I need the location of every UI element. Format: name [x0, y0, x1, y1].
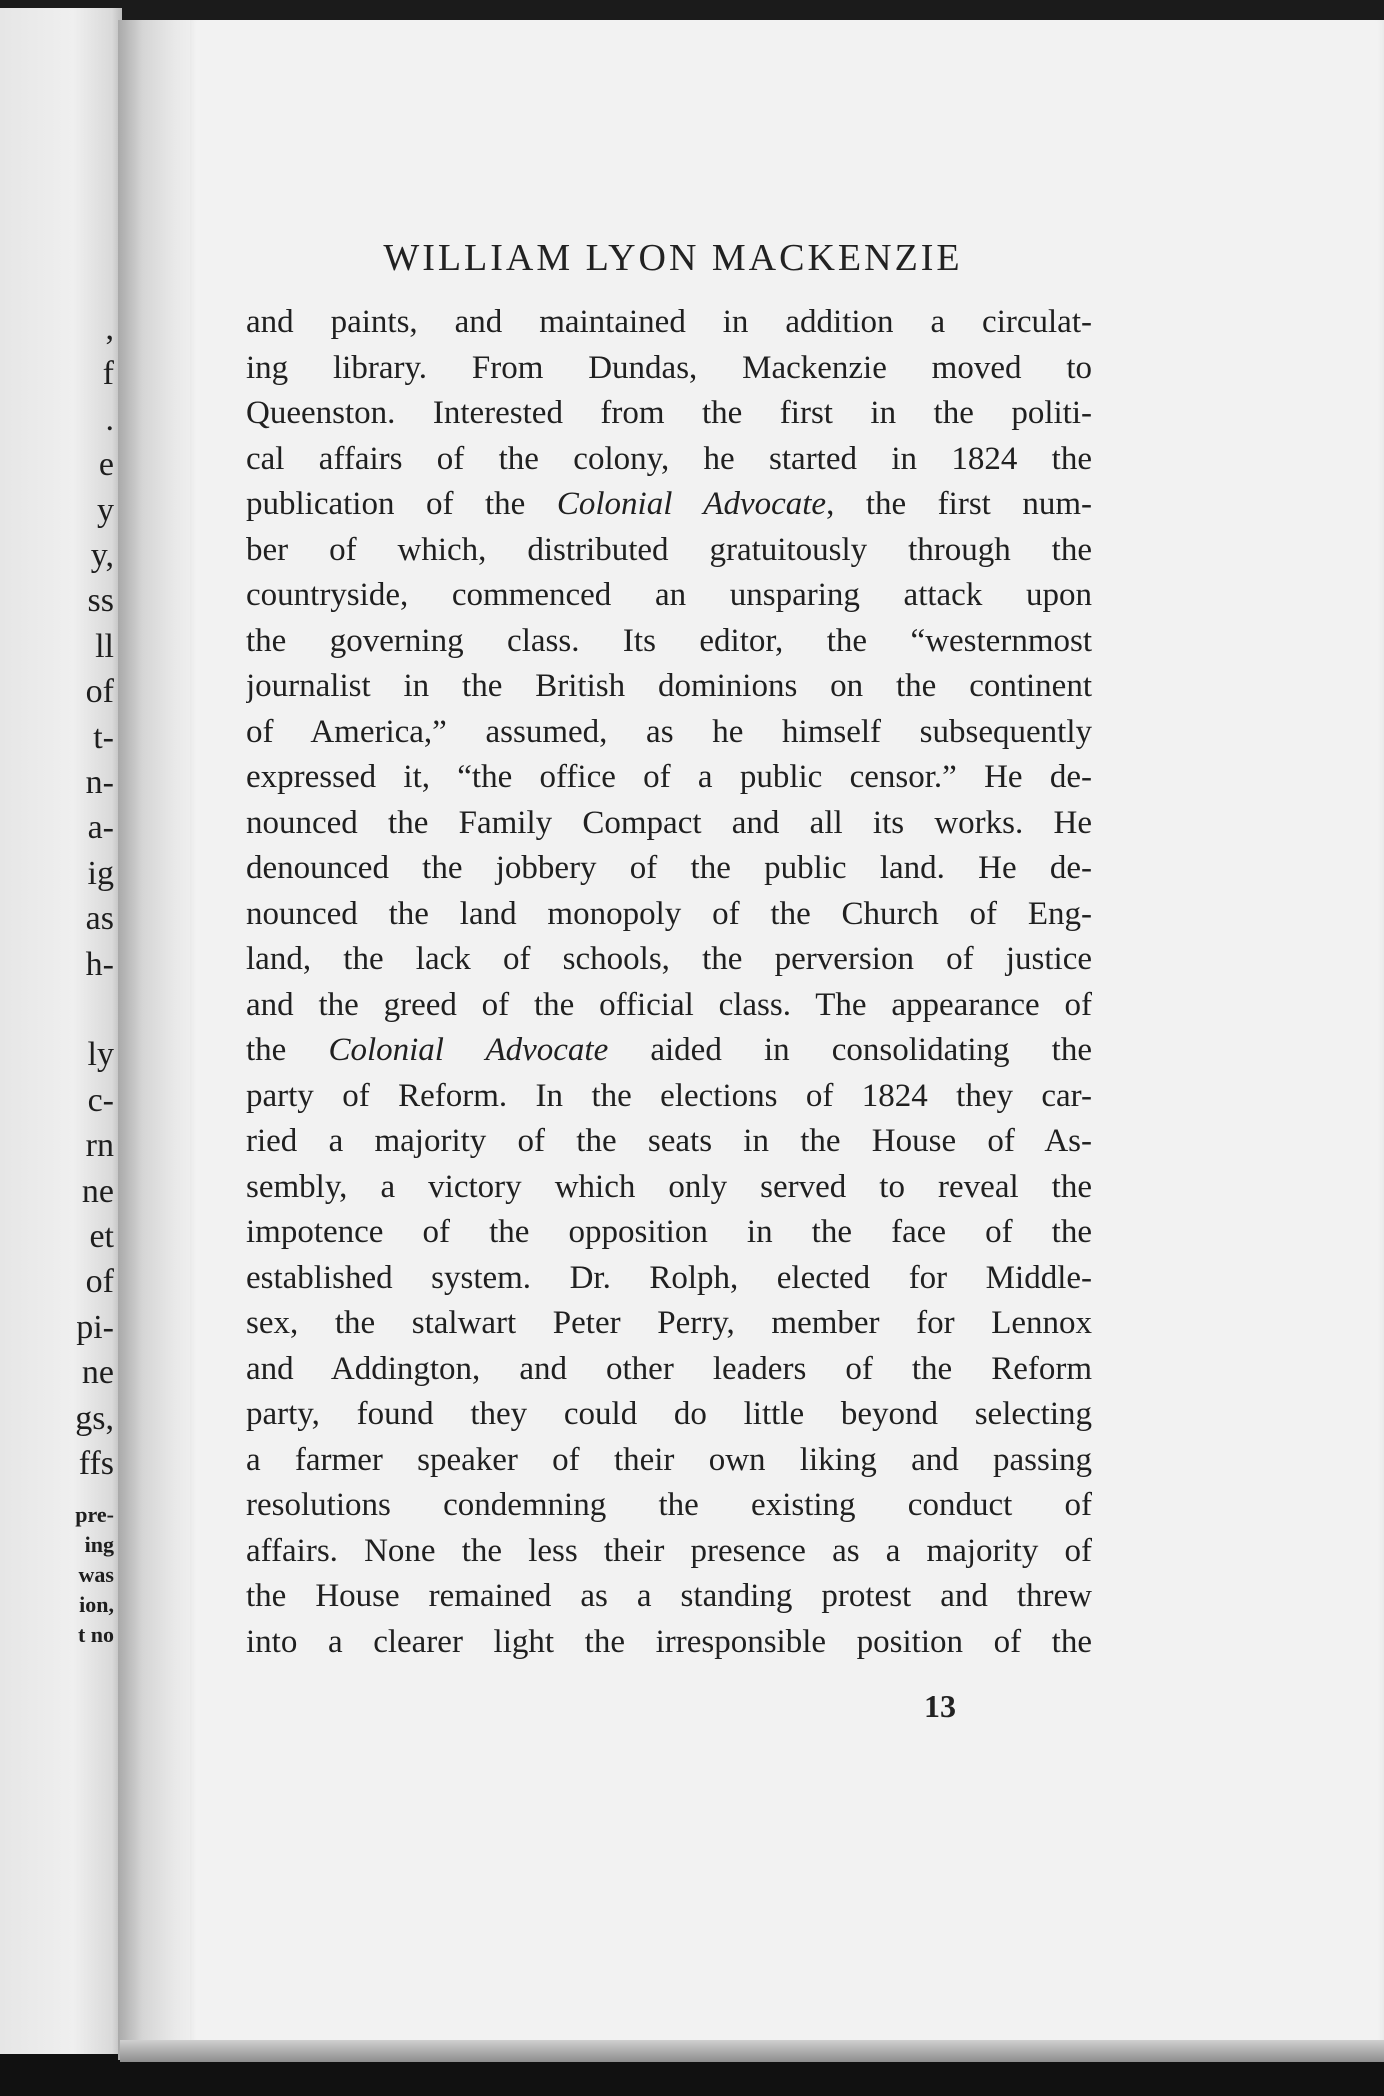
left-page-fragment: rn	[85, 1127, 114, 1165]
text-line	[246, 1256, 1092, 1302]
left-page-fragment: of	[85, 673, 114, 711]
left-page-fragment: ig	[87, 854, 114, 892]
left-page-fragment: ly	[87, 1036, 114, 1074]
text-line	[246, 937, 1092, 983]
text-line	[246, 1301, 1092, 1347]
text-line	[246, 755, 1092, 801]
text-run: journalist in the British dominions on the continent	[246, 668, 1092, 704]
text-run: a farmer speaker of their own liking and passing	[246, 1441, 1092, 1478]
text-run: sex, the stalwart Peter Perry, member for Lennox	[246, 1305, 1092, 1341]
text-run: ried a majority of the seats in the House of As-	[246, 1123, 1092, 1159]
text-line	[246, 1620, 1092, 1666]
left-page-fragment: et	[89, 1218, 114, 1255]
left-page-fragment: ne	[81, 1354, 114, 1392]
text-line	[246, 482, 1092, 528]
page-bottom-edge	[120, 2040, 1384, 2062]
text-run: Queenston. Interested from the first in the politi-	[246, 395, 1092, 431]
text-line	[246, 1028, 1092, 1074]
left-page-fragment: y,	[90, 537, 114, 574]
text-run: the	[246, 1032, 329, 1068]
text-run: into a clearer light the irresponsible position of the	[246, 1623, 1092, 1660]
text-line	[246, 1074, 1092, 1120]
text-line	[246, 710, 1092, 756]
left-page-fragment: of	[85, 1263, 114, 1301]
text-line	[246, 391, 1092, 437]
text-line	[246, 1483, 1092, 1529]
italic-title: Colonial Advocate	[328, 1032, 609, 1068]
text-run: , the first num-	[826, 486, 1092, 522]
left-page-fragment: n-	[85, 764, 114, 801]
left-page-fragment: .	[105, 400, 114, 438]
text-line	[246, 573, 1092, 619]
text-line	[246, 983, 1092, 1029]
left-page-fragment: f	[102, 355, 114, 393]
left-page-fragment: ne	[81, 1172, 114, 1210]
page-number: 13	[924, 1688, 956, 1724]
left-page-fragment: ss	[87, 582, 114, 620]
text-run: countryside, commenced an unsparing attack upon	[246, 577, 1092, 613]
text-run: expressed it, “the office of a public censor.” He de-	[246, 759, 1092, 795]
body-text	[246, 300, 1092, 1665]
left-page-fragment-small: was	[78, 1562, 114, 1587]
text-line	[246, 1119, 1092, 1165]
left-page-fragment-small: t no	[77, 1622, 114, 1647]
text-run: the House remained as a standing protest and threw	[246, 1578, 1092, 1614]
running-head: WILLIAM LYON MACKENZIE	[383, 237, 963, 279]
text-line	[246, 892, 1092, 938]
text-run: of America,” assumed, as he himself subsequently	[246, 713, 1092, 750]
text-run: aided in consolidating the	[608, 1032, 1092, 1068]
text-line	[246, 801, 1092, 847]
left-page-fragment: ,	[105, 310, 114, 347]
left-page-fragment: e	[98, 446, 114, 484]
text-line	[246, 664, 1092, 710]
text-line	[246, 1438, 1092, 1484]
text-run: resolutions condemning the existing conduct of	[246, 1487, 1092, 1523]
text-run: publication of the	[246, 486, 557, 522]
text-line	[246, 1529, 1092, 1575]
text-run: ber of which, distributed gratuitously through the	[246, 531, 1092, 568]
text-run: ing library. From Dundas, Mackenzie moved to	[246, 349, 1092, 386]
text-run: nounced the land monopoly of the Church of Eng-	[246, 895, 1092, 932]
text-line	[246, 300, 1092, 346]
left-page-fragment: h-	[85, 945, 114, 983]
text-run: and paints, and maintained in addition a circulat-	[246, 304, 1092, 340]
text-run: party, found they could do little beyond selecting	[246, 1396, 1092, 1432]
left-page-fragment: gs,	[75, 1399, 114, 1437]
text-line	[246, 846, 1092, 892]
left-page-fragment: ffs	[78, 1445, 114, 1482]
left-page-fragment-small: pre-	[75, 1502, 114, 1527]
left-page-fragment: t-	[93, 718, 114, 756]
text-line	[246, 1165, 1092, 1211]
left-page-fragment: as	[85, 900, 114, 938]
text-run: established system. Dr. Rolph, elected for Middle-	[246, 1259, 1092, 1296]
text-run: nounced the Family Compact and all its works. He	[246, 804, 1092, 841]
text-run: affairs. None the less their presence as a majority of	[246, 1532, 1092, 1569]
text-run: party of Reform. In the elections of 1824 they car-	[246, 1077, 1092, 1114]
text-run: sembly, a victory which only served to reveal the	[246, 1168, 1092, 1205]
text-run: and Addington, and other leaders of the Reform	[246, 1350, 1092, 1387]
left-page-fragment: ll	[95, 627, 114, 665]
left-page-fragment: c-	[87, 1081, 114, 1119]
text-line	[246, 619, 1092, 665]
text-line	[246, 1347, 1092, 1393]
text-line	[246, 1392, 1092, 1438]
left-page-fragment-small: ing	[84, 1532, 114, 1557]
book-gutter	[118, 20, 200, 2060]
text-run: land, the lack of schools, the perversion of justice	[246, 941, 1092, 977]
text-run: denounced the jobbery of the public land. He de-	[246, 850, 1092, 886]
left-page-edge	[0, 8, 122, 2054]
italic-title: Colonial Advocate	[556, 486, 827, 522]
text-run: cal affairs of the colony, he started in 1824 the	[246, 440, 1092, 477]
left-page-fragment: y	[97, 491, 114, 529]
text-line	[246, 437, 1092, 483]
text-line	[246, 528, 1092, 574]
left-page-fragment: a-	[87, 809, 114, 847]
text-run: the governing class. Its editor, the “westernmost	[246, 622, 1092, 659]
text-line	[246, 346, 1092, 392]
left-page-fragment: pi-	[76, 1308, 114, 1346]
left-page-fragment-small: ion,	[79, 1592, 114, 1617]
text-line	[246, 1210, 1092, 1256]
text-run: and the greed of the official class. The appearance of	[246, 986, 1092, 1023]
text-run: impotence of the opposition in the face of the	[246, 1214, 1092, 1250]
text-line	[246, 1574, 1092, 1620]
